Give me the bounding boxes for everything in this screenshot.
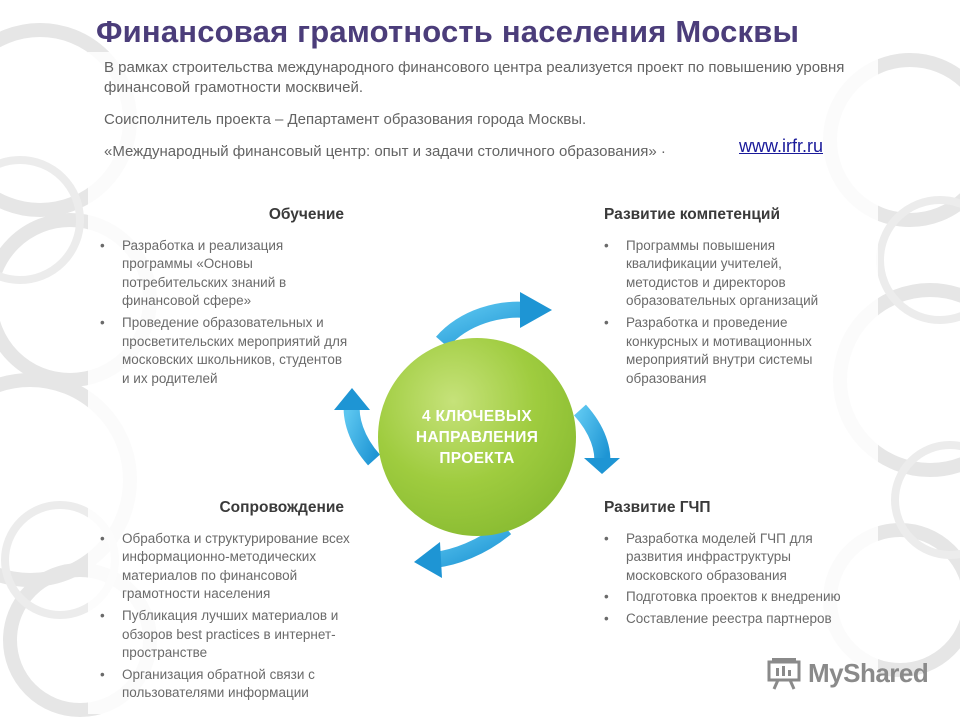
center-circle [378, 338, 576, 536]
block-gchp-title: Развитие ГЧП [604, 499, 711, 516]
myshared-logo [766, 656, 928, 690]
center-label-line1: 4 КЛЮЧЕВЫХ [422, 407, 532, 425]
list-item: • Подготовка проектов к внедрению [604, 588, 864, 607]
center-label-line3: ПРОЕКТА [439, 449, 515, 467]
list-item: • Программы повышения квалификации учителей, методистов и директоров образовательных организаций [604, 237, 854, 311]
list-item: • Разработка моделей ГЧП для развития инфраструктуры московского образования [604, 530, 864, 586]
arrow-bottom-icon [414, 528, 506, 578]
presentation-board-icon [766, 656, 802, 690]
block-competence-title: Развитие компетенций [604, 206, 780, 223]
intro-paragraph-3: «Международный финансовый центр: опыт и задачи столичного образования» · [104, 143, 666, 160]
list-item: • Разработка и проведение конкурсных и мотивационных мероприятий внутри системы образования [604, 314, 854, 388]
center-label-line2: НАПРАВЛЕНИЯ [415, 428, 539, 446]
logo-text: MyShared [808, 657, 929, 688]
list-item: • Проведение образовательных и просветительских мероприятий для московских школьников, студентов и их родителей [100, 314, 350, 388]
page-title: Финансовая грамотность населения Москвы [96, 14, 800, 49]
arrow-top-icon [442, 292, 552, 342]
intro-paragraph-2: Соисполнитель проекта – Департамент образования города Москвы. [104, 111, 587, 128]
intro-paragraph-1: В рамках строительства международного финансового центра реализуется проект по повышению уровня финансовой грамотности москвичей. [104, 59, 845, 96]
block-learning [100, 206, 350, 391]
block-support-title: Сопровождение [219, 499, 344, 516]
block-competence [604, 206, 854, 391]
list-item: • Разработка и реализация программы «Основы потребительских знаний в финансовой сфере» [100, 237, 350, 311]
list-item: • Обработка и структурирование всех информационно-методических материалов по финансовой грамотности населения [100, 530, 350, 604]
list-item: • Публикация лучших материалов и обзоров best practices в интернет-пространстве [100, 607, 350, 663]
block-learning-title: Обучение [268, 206, 344, 223]
list-item: • Организация обратной связи с пользователями информации [100, 666, 350, 703]
block-support [100, 499, 350, 706]
list-item: • Составление реестра партнеров [604, 610, 864, 629]
website-link[interactable]: www.irfr.ru [739, 136, 824, 156]
arrow-right-icon [580, 410, 620, 474]
block-gchp [604, 499, 864, 632]
arrow-left-icon [334, 388, 374, 460]
